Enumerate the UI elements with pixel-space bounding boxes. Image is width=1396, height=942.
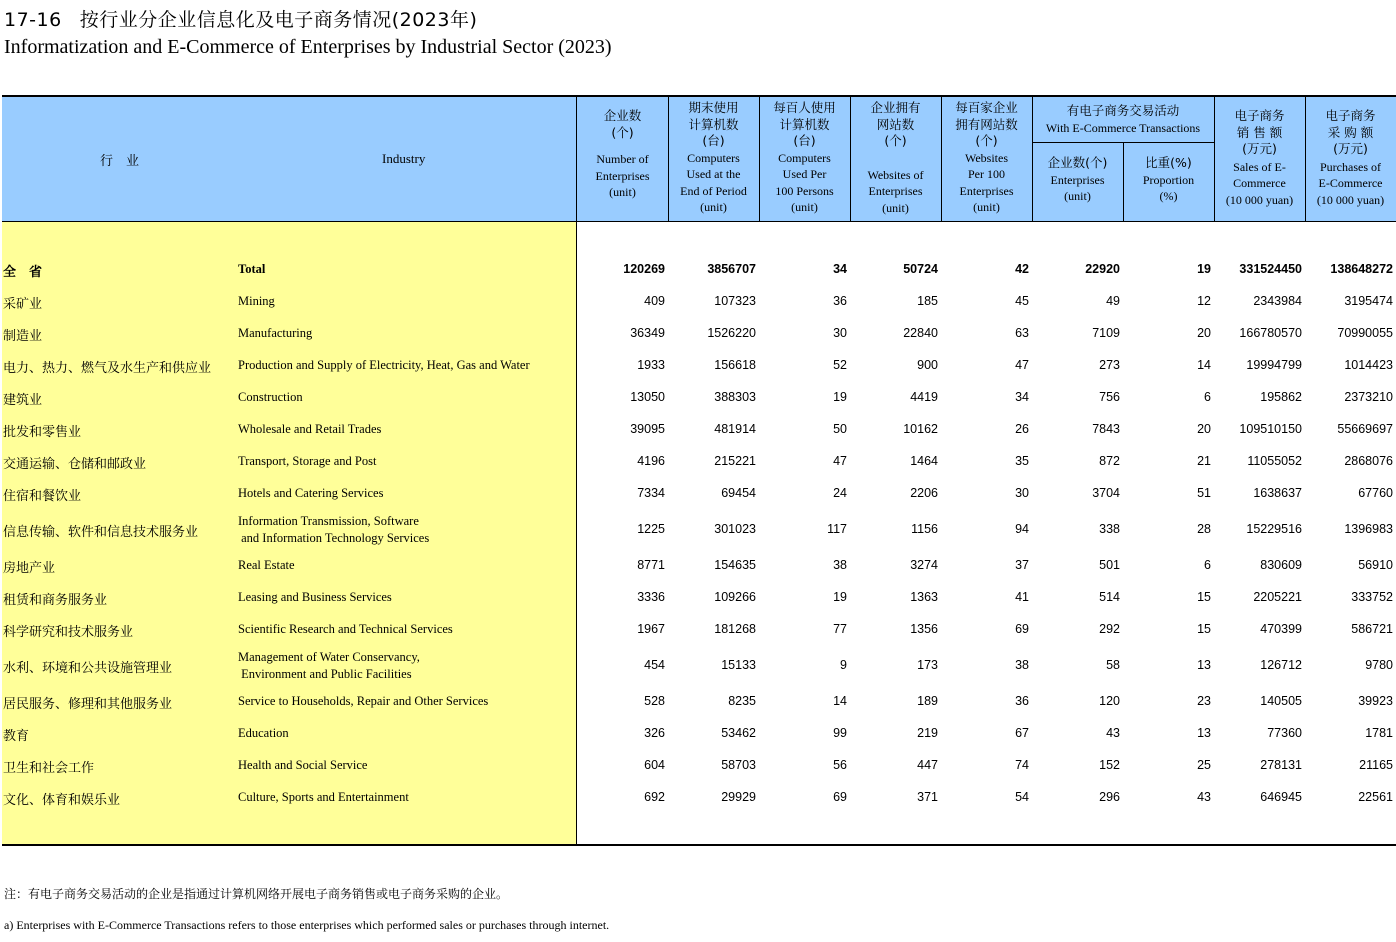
header-label-zh: 每百人使用 bbox=[773, 100, 836, 115]
industry-name-en: Real Estate bbox=[238, 558, 295, 572]
industry-name-en: Manufacturing bbox=[238, 326, 313, 340]
table-cell: 22840 bbox=[903, 326, 938, 340]
table-cell: 26 bbox=[1015, 422, 1029, 436]
table-cell: 215221 bbox=[714, 454, 756, 468]
industry-name-zh: 电力、热力、燃气及水生产和供应业 bbox=[3, 361, 212, 376]
table-cell: 58 bbox=[1106, 658, 1120, 672]
header-label-en: E-Commerce bbox=[1318, 176, 1383, 190]
header-column-divider bbox=[850, 97, 851, 221]
header-label-zh: 每百家企业 bbox=[955, 100, 1018, 115]
table-title-zh bbox=[4, 5, 477, 32]
table-cell: 20 bbox=[1197, 422, 1211, 436]
table-cell: 501 bbox=[1099, 558, 1120, 572]
table-row bbox=[0, 420, 1396, 440]
table-cell: 15 bbox=[1197, 622, 1211, 636]
table-cell: 109510150 bbox=[1239, 422, 1302, 436]
industry-name-en: Management of Water Conservancy, Environment and Public Facilities bbox=[238, 650, 420, 681]
industry-name-zh: 建筑业 bbox=[3, 393, 43, 408]
industry-name-en: Hotels and Catering Services bbox=[238, 486, 384, 500]
table-row bbox=[0, 788, 1396, 808]
table-cell: 4419 bbox=[910, 390, 938, 404]
header-label-zh: (个) bbox=[884, 133, 907, 148]
industry-name-zh: 采矿业 bbox=[3, 297, 43, 312]
table-cell: 45 bbox=[1015, 294, 1029, 308]
table-cell: 331524450 bbox=[1239, 262, 1302, 276]
table-cell: 2205221 bbox=[1253, 590, 1302, 604]
table-cell: 185 bbox=[917, 294, 938, 308]
table-cell: 156618 bbox=[714, 358, 756, 372]
group-header bbox=[1032, 103, 1214, 136]
header-label-en: Enterprises bbox=[595, 168, 650, 183]
header-label-zh: 企业拥有 bbox=[870, 100, 921, 115]
table-cell: 69 bbox=[833, 790, 847, 804]
table-cell: 9780 bbox=[1365, 658, 1393, 672]
header-label-zh: 网站数 bbox=[876, 116, 915, 132]
table-cell: 301023 bbox=[714, 522, 756, 536]
table-cell: 4196 bbox=[637, 454, 665, 468]
table-cell: 278131 bbox=[1260, 758, 1302, 772]
header-label-en: Used Per bbox=[782, 167, 827, 181]
table-cell: 51 bbox=[1197, 486, 1211, 500]
industry-name-en: Education bbox=[238, 726, 289, 740]
table-cell: 63 bbox=[1015, 326, 1029, 340]
header-label-en: (unit) bbox=[700, 200, 727, 214]
industry-name-en: Health and Social Service bbox=[238, 758, 368, 772]
header-cell bbox=[1123, 155, 1214, 205]
header-label-en: (10 000 yuan) bbox=[1225, 192, 1294, 207]
table-cell: 3856707 bbox=[707, 262, 756, 276]
table-cell: 1225 bbox=[637, 522, 665, 536]
table-cell: 67760 bbox=[1358, 486, 1393, 500]
table-cell: 1014423 bbox=[1344, 358, 1393, 372]
table-cell: 13050 bbox=[630, 390, 665, 404]
table-cell: 30 bbox=[833, 326, 847, 340]
table-cell: 14 bbox=[833, 694, 847, 708]
table-cell: 47 bbox=[1015, 358, 1029, 372]
table-row bbox=[0, 484, 1396, 504]
table-cell: 371 bbox=[917, 790, 938, 804]
table-cell: 20 bbox=[1197, 326, 1211, 340]
header-label-en: Enterprises bbox=[959, 183, 1014, 198]
industry-name-zh: 教育 bbox=[3, 729, 30, 744]
table-row bbox=[0, 556, 1396, 576]
header-label-en: Enterprises bbox=[1050, 172, 1105, 187]
table-number: 17-16 bbox=[4, 9, 62, 31]
table-cell: 296 bbox=[1099, 790, 1120, 804]
table-row bbox=[0, 292, 1396, 312]
table-cell: 50724 bbox=[903, 262, 938, 276]
table-row bbox=[0, 324, 1396, 344]
header-cell bbox=[941, 100, 1032, 216]
table-cell: 56 bbox=[833, 758, 847, 772]
table-cell: 19 bbox=[833, 390, 847, 404]
table-cell: 36 bbox=[1015, 694, 1029, 708]
table-cell: 900 bbox=[917, 358, 938, 372]
table-cell: 586721 bbox=[1351, 622, 1393, 636]
header-label-en: Websites of bbox=[867, 167, 924, 182]
header-label-zh: 计算机数 bbox=[688, 116, 739, 132]
table-cell: 7334 bbox=[637, 486, 665, 500]
table-cell: 388303 bbox=[714, 390, 756, 404]
header-label-zh: 拥有网站数 bbox=[955, 116, 1018, 132]
industry-name-zh: 房地产业 bbox=[3, 561, 56, 576]
table-cell: 9 bbox=[840, 658, 847, 672]
table-cell: 41 bbox=[1015, 590, 1029, 604]
table-row bbox=[0, 756, 1396, 776]
table-cell: 189 bbox=[917, 694, 938, 708]
table-cell: 29929 bbox=[721, 790, 756, 804]
header-label-en: Per 100 bbox=[968, 167, 1005, 181]
table-cell: 21 bbox=[1197, 454, 1211, 468]
table-cell: 756 bbox=[1099, 390, 1120, 404]
header-label-en: Commerce bbox=[1233, 176, 1286, 190]
industry-name-zh: 住宿和餐饮业 bbox=[3, 489, 82, 504]
industry-name-zh: 信息传输、软件和信息技术服务业 bbox=[3, 525, 199, 540]
header-label-zh: (台) bbox=[702, 133, 725, 148]
table-cell: 409 bbox=[644, 294, 665, 308]
table-cell: 12 bbox=[1197, 294, 1211, 308]
header-label-zh: 企业数(个) bbox=[1047, 155, 1108, 170]
industry-name-en: Construction bbox=[238, 390, 303, 404]
table-cell: 37 bbox=[1015, 558, 1029, 572]
industry-name-zh: 文化、体育和娱乐业 bbox=[3, 793, 121, 808]
table-cell: 470399 bbox=[1260, 622, 1302, 636]
industry-name-en: Culture, Sports and Entertainment bbox=[238, 790, 409, 804]
industry-name-zh: 水利、环境和公共设施管理业 bbox=[3, 661, 173, 676]
header-label-zh: 计算机数 bbox=[779, 116, 830, 132]
header-label-zh: 销 售 额 bbox=[1236, 124, 1283, 140]
header-label-en: (10 000 yuan) bbox=[1316, 192, 1385, 207]
table-cell: 14 bbox=[1197, 358, 1211, 372]
table-cell: 292 bbox=[1099, 622, 1120, 636]
header-label-en: 100 Persons bbox=[775, 183, 834, 198]
table-cell: 3195474 bbox=[1344, 294, 1393, 308]
table-cell: 830609 bbox=[1260, 558, 1302, 572]
table-cell: 10162 bbox=[903, 422, 938, 436]
industry-name-en: Transport, Storage and Post bbox=[238, 454, 377, 468]
table-cell: 514 bbox=[1099, 590, 1120, 604]
table-cell: 273 bbox=[1099, 358, 1120, 372]
table-cell: 6 bbox=[1204, 558, 1211, 572]
header-label-en: Purchases of bbox=[1320, 159, 1381, 174]
header-label-en: (unit) bbox=[973, 200, 1000, 214]
footnote-en: a) Enterprises with E-Commerce Transactions refers to those enterprises which performed sales or purchases through internet. bbox=[4, 918, 610, 932]
table-cell: 1396983 bbox=[1344, 522, 1393, 536]
table-cell: 36 bbox=[833, 294, 847, 308]
header-label-zh: 电子商务 bbox=[1325, 108, 1376, 123]
table-cell: 55669697 bbox=[1337, 422, 1393, 436]
table-cell: 50 bbox=[833, 422, 847, 436]
table-cell: 35 bbox=[1015, 454, 1029, 468]
table-cell: 173 bbox=[917, 658, 938, 672]
table-cell: 39923 bbox=[1358, 694, 1393, 708]
table-cell: 1464 bbox=[910, 454, 938, 468]
industry-name-zh: 租赁和商务服务业 bbox=[3, 593, 108, 608]
table-cell: 47 bbox=[833, 454, 847, 468]
header-label-en: Used at the bbox=[686, 167, 741, 181]
footnote-zh: 注：有电子商务交易活动的企业是指通过计算机网络开展电子商务销售或电子商务采购的企业。 bbox=[4, 887, 509, 901]
header-label-zh: (万元) bbox=[1333, 141, 1368, 156]
table-row bbox=[0, 356, 1396, 376]
table-cell: 604 bbox=[644, 758, 665, 772]
table-cell: 109266 bbox=[714, 590, 756, 604]
table-cell: 56910 bbox=[1358, 558, 1393, 572]
industry-name-en: Service to Households, Repair and Other Services bbox=[238, 694, 489, 708]
table-cell: 166780570 bbox=[1239, 326, 1302, 340]
table-cell: 99 bbox=[833, 726, 847, 740]
table-cell: 219 bbox=[917, 726, 938, 740]
header-cell bbox=[1305, 108, 1396, 208]
table-cell: 692 bbox=[644, 790, 665, 804]
table-cell: 107323 bbox=[714, 294, 756, 308]
table-cell: 13 bbox=[1197, 658, 1211, 672]
industry-name-en: Production and Supply of Electricity, Heat, Gas and Water bbox=[238, 358, 530, 372]
table-cell: 872 bbox=[1099, 454, 1120, 468]
bottom-rule bbox=[2, 844, 1396, 846]
table-cell: 34 bbox=[833, 262, 847, 276]
table-cell: 6 bbox=[1204, 390, 1211, 404]
table-cell: 8235 bbox=[728, 694, 756, 708]
table-cell: 1638637 bbox=[1253, 486, 1302, 500]
table-cell: 77360 bbox=[1267, 726, 1302, 740]
table-cell: 195862 bbox=[1260, 390, 1302, 404]
table-cell: 481914 bbox=[714, 422, 756, 436]
table-row bbox=[0, 650, 1396, 681]
table-cell: 15229516 bbox=[1246, 522, 1302, 536]
industry-name-zh: 居民服务、修理和其他服务业 bbox=[3, 697, 173, 712]
table-cell: 19994799 bbox=[1246, 358, 1302, 372]
header-cell bbox=[1032, 155, 1123, 205]
header-column-divider bbox=[759, 97, 760, 221]
header-label-en: (unit) bbox=[882, 200, 909, 215]
group-header-zh: 有电子商务交易活动 bbox=[1066, 103, 1180, 118]
industry-name-en: Scientific Research and Technical Services bbox=[238, 622, 453, 636]
table-cell: 138648272 bbox=[1330, 262, 1393, 276]
header-label-zh: (台) bbox=[793, 133, 816, 148]
table-row bbox=[0, 620, 1396, 640]
industry-name-en: Leasing and Business Services bbox=[238, 590, 392, 604]
table-cell: 69 bbox=[1015, 622, 1029, 636]
table-cell: 646945 bbox=[1260, 790, 1302, 804]
table-cell: 2343984 bbox=[1253, 294, 1302, 308]
table-cell: 3336 bbox=[637, 590, 665, 604]
header-label-en: (unit) bbox=[791, 200, 818, 214]
table-cell: 52 bbox=[833, 358, 847, 372]
industry-name-zh: 交通运输、仓储和邮政业 bbox=[3, 457, 147, 472]
group-header-en: With E-Commerce Transactions bbox=[1045, 120, 1201, 135]
header-cell bbox=[759, 100, 850, 216]
table-cell: 117 bbox=[827, 522, 847, 536]
header-label-en: (%) bbox=[1159, 189, 1178, 203]
table-row bbox=[0, 388, 1396, 408]
table-cell: 15 bbox=[1197, 590, 1211, 604]
table-cell: 25 bbox=[1197, 758, 1211, 772]
header-label-zh: 采 购 额 bbox=[1327, 124, 1374, 140]
header-industry-zh: 行 业 bbox=[100, 154, 140, 169]
table-cell: 11055052 bbox=[1247, 454, 1302, 468]
table-cell: 21165 bbox=[1359, 758, 1393, 772]
header-label-en: Enterprises bbox=[868, 184, 923, 198]
header-cell bbox=[668, 100, 759, 216]
industry-name-en: Mining bbox=[238, 294, 275, 308]
header-label-zh: 电子商务 bbox=[1234, 108, 1285, 123]
table-cell: 326 bbox=[644, 726, 665, 740]
industry-name-en: Information Transmission, Software and Information Technology Services bbox=[238, 514, 430, 545]
table-cell: 34 bbox=[1015, 390, 1029, 404]
header-label-zh: 期末使用 bbox=[688, 100, 739, 115]
table-cell: 1356 bbox=[910, 622, 938, 636]
group-header-divider bbox=[1032, 142, 1214, 143]
table-row bbox=[0, 452, 1396, 472]
table-cell: 19 bbox=[1197, 262, 1211, 276]
header-column-divider bbox=[1214, 97, 1215, 221]
table-cell: 1363 bbox=[910, 590, 938, 604]
industry-name-en: Total bbox=[238, 262, 266, 276]
table-row bbox=[0, 588, 1396, 608]
table-cell: 120 bbox=[1099, 694, 1120, 708]
header-industry-en: Industry bbox=[382, 151, 426, 166]
table-cell: 8771 bbox=[637, 558, 665, 572]
header-column-divider bbox=[668, 97, 669, 221]
table-row-total bbox=[0, 260, 1396, 280]
table-cell: 49 bbox=[1106, 294, 1120, 308]
table-cell: 3704 bbox=[1092, 486, 1120, 500]
header-label-zh: 比重(%) bbox=[1145, 155, 1192, 170]
header-label-en: Computers bbox=[778, 150, 831, 165]
table-title-en: Informatization and E-Commerce of Enterprises by Industrial Sector (2023) bbox=[4, 36, 612, 58]
table-cell: 23 bbox=[1197, 694, 1211, 708]
table-cell: 3274 bbox=[910, 558, 938, 572]
table-cell: 53462 bbox=[721, 726, 756, 740]
table-cell: 528 bbox=[644, 694, 665, 708]
table-cell: 7843 bbox=[1092, 422, 1120, 436]
table-cell: 28 bbox=[1197, 522, 1211, 536]
table-cell: 42 bbox=[1015, 262, 1029, 276]
table-cell: 1967 bbox=[637, 622, 665, 636]
table-cell: 36349 bbox=[630, 326, 665, 340]
table-row bbox=[0, 692, 1396, 712]
header-cell bbox=[850, 100, 941, 216]
industry-name-zh: 制造业 bbox=[3, 329, 43, 344]
table-cell: 38 bbox=[833, 558, 847, 572]
table-cell: 22561 bbox=[1358, 790, 1393, 804]
table-cell: 94 bbox=[1015, 522, 1029, 536]
header-label-zh: 企业数 bbox=[603, 108, 642, 123]
table-cell: 447 bbox=[917, 758, 938, 772]
table-cell: 15133 bbox=[721, 658, 756, 672]
table-cell: 24 bbox=[833, 486, 847, 500]
table-cell: 1156 bbox=[911, 522, 938, 536]
header-label-zh: (万元) bbox=[1242, 141, 1277, 156]
industry-name-zh: 卫生和社会工作 bbox=[3, 761, 95, 776]
table-cell: 454 bbox=[644, 658, 665, 672]
table-cell: 140505 bbox=[1260, 694, 1302, 708]
table-cell: 74 bbox=[1015, 758, 1029, 772]
header-cell bbox=[577, 108, 668, 201]
header-label-en: (unit) bbox=[609, 185, 636, 199]
header-label-en: Proportion bbox=[1142, 172, 1195, 187]
header-column-divider bbox=[941, 97, 942, 221]
table-cell: 70990055 bbox=[1337, 326, 1393, 340]
table-cell: 333752 bbox=[1351, 590, 1393, 604]
header-column-divider bbox=[1305, 97, 1306, 221]
table-cell: 43 bbox=[1197, 790, 1211, 804]
table-cell: 154635 bbox=[714, 558, 756, 572]
table-cell: 2206 bbox=[910, 486, 938, 500]
table-cell: 338 bbox=[1099, 522, 1120, 536]
title-zh-text: 按行业分企业信息化及电子商务情况(2023年) bbox=[79, 9, 478, 31]
header-column-divider bbox=[1032, 97, 1033, 221]
industry-name-zh: 批发和零售业 bbox=[3, 425, 82, 440]
header-label-zh: (个) bbox=[975, 133, 998, 148]
table-cell: 7109 bbox=[1092, 326, 1120, 340]
table-cell: 39095 bbox=[630, 422, 665, 436]
header-label-en: Number of bbox=[596, 152, 649, 166]
header-label-en: Websites bbox=[964, 150, 1009, 165]
header-label-en: (unit) bbox=[1064, 189, 1091, 203]
table-row bbox=[0, 724, 1396, 744]
table-cell: 19 bbox=[833, 590, 847, 604]
table-cell: 1781 bbox=[1365, 726, 1393, 740]
header-label-en: Sales of E- bbox=[1233, 159, 1286, 174]
table-cell: 152 bbox=[1099, 758, 1120, 772]
header-label-zh: (个) bbox=[611, 124, 634, 140]
table-cell: 67 bbox=[1015, 726, 1029, 740]
header-label-en: Computers bbox=[687, 150, 740, 165]
table-cell: 58703 bbox=[721, 758, 756, 772]
table-cell: 54 bbox=[1015, 790, 1029, 804]
table-cell: 1526220 bbox=[707, 326, 756, 340]
table-cell: 2373210 bbox=[1344, 390, 1393, 404]
table-cell: 1933 bbox=[637, 358, 665, 372]
table-cell: 22920 bbox=[1085, 262, 1120, 276]
header-column-divider bbox=[1123, 143, 1124, 221]
table-cell: 30 bbox=[1015, 486, 1029, 500]
table-cell: 13 bbox=[1197, 726, 1211, 740]
table-cell: 126712 bbox=[1260, 658, 1302, 672]
industry-name-zh: 全 省 bbox=[3, 265, 43, 280]
table-cell: 69454 bbox=[721, 486, 756, 500]
industry-name-en: Wholesale and Retail Trades bbox=[238, 422, 382, 436]
industry-name-zh: 科学研究和技术服务业 bbox=[3, 625, 134, 640]
table-cell: 181268 bbox=[714, 622, 756, 636]
table-cell: 38 bbox=[1015, 658, 1029, 672]
header-label-en: End of Period bbox=[680, 183, 747, 198]
table-cell: 120269 bbox=[623, 262, 665, 276]
header-cell bbox=[1214, 108, 1305, 208]
table-cell: 2868076 bbox=[1344, 454, 1393, 468]
table-cell: 77 bbox=[833, 622, 847, 636]
table-cell: 43 bbox=[1106, 726, 1120, 740]
table-row bbox=[0, 514, 1396, 545]
